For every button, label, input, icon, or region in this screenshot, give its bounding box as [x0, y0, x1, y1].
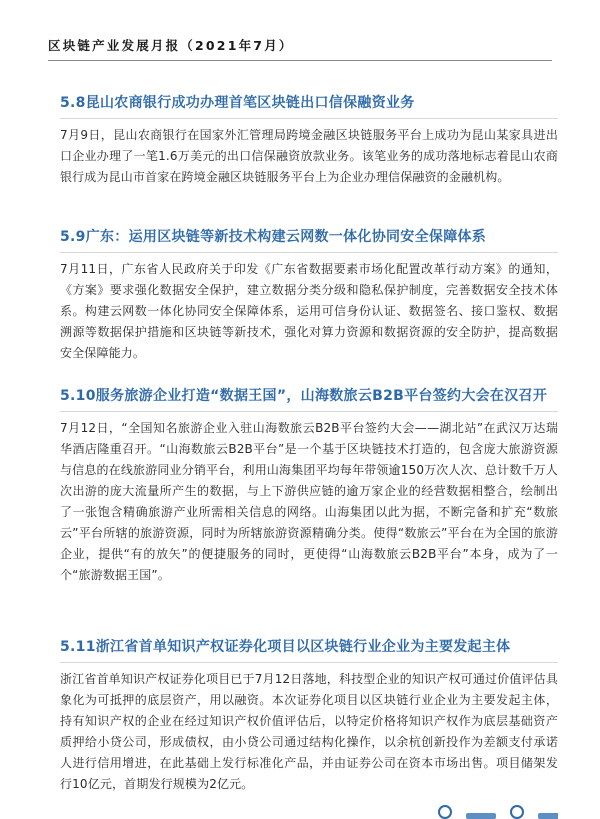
news-section-5-11 — [60, 636, 558, 795]
header-divider — [48, 60, 552, 61]
publisher-logo-icon — [466, 813, 496, 819]
partner-logo-icon — [538, 813, 558, 819]
section-divider — [60, 411, 558, 412]
section-title: 5.8昆山农商银行成功办理首笔区块链出口信保融资业务 — [60, 95, 415, 111]
section-title: 5.11浙江省首单知识产权证券化项目以区块链行业企业为主要发起主体 — [60, 639, 511, 655]
section-body: 浙江省首单知识产权证券化项目已于7月12日落地，科技型企业的知识产权可通过价值评估具象化为可抵押的底层资产，用以融资。本次证券化项目以区块链行业企业为主要发起主体，持有知识产权的企业在经过知识产权价值评估后，以特定价格将知识产权作为底层基础资产质押给小贷公司，形成债权，由小贷公司通过结构化操作，以余杭创新投作为差额支付承诺人进行信用增进，在此基础上发行标准化产品，并由证券公司在资本市场出售。项目储架发行10亿元，首期发行规模为2亿元。 — [60, 672, 558, 791]
section-title: 5.10服务旅游企业打造“数据王国”，山海数旅云B2B平台签约大会在汉召开 — [60, 388, 548, 404]
section-divider — [60, 118, 558, 119]
section-body: 7月12日，“全国知名旅游企业入驻山海数旅云B2B平台签约大会——湖北站”在武汉万达瑞华酒店隆重召开。“山海数旅云B2B平台”是一个基于区块链技术打造的，包含庞大旅游资源与信息的在线旅游同业分销平台，利用山海集团平均每年带领逾150万次人次、总计数千万人次出游的庞大流量所产生的数据，与上下游供应链的逾万家企业的经营数据相整合，绘制出了一张饱含精确旅游产业所需相关信息的网络。山海集团以此为据，不断完备和扩充“数旅云”平台所辖的旅游资源，同时为所辖旅游资源精确分类。使得“数旅云”平台在为全国的旅游企业，提供“有的放矢”的便捷服务的同时，更使得“山海数旅云B2B平台”本身，成为了一个“旅游数据王国”。 — [60, 421, 558, 582]
news-section-5-8 — [60, 92, 558, 188]
publisher-logo-icon — [438, 805, 452, 819]
section-body: 7月9日，昆山农商银行在国家外汇管理局跨境金融区块链服务平台上成功为昆山某家具进出口企业办理了一笔1.6万美元的出口信保融资放款业务。该笔业务的成功落地标志着昆山农商银行成为昆山市首家在跨境金融区块链服务平台上为企业办理信保融资的金融机构。 — [60, 128, 558, 184]
section-body: 7月11日，广东省人民政府关于印发《广东省数据要素市场化配置改革行动方案》的通知，《方案》要求强化数据安全保护，建立数据分类分级和隐私保护制度，完善数据安全技术体系。构建云网数一体化协同安全保障体系，运用可信身份认证、数据签名、接口鉴权、数据溯源等数据保护措施和区块链等新技术，强化对算力资源和数据资源的安全防护，提高数据安全保障能力。 — [60, 262, 558, 360]
news-section-5-10 — [60, 385, 558, 586]
section-title: 5.9广东：运用区块链等新技术构建云网数一体化协同安全保障体系 — [60, 229, 487, 245]
page-header — [0, 0, 600, 56]
report-title: 区块链产业发展月报（2021年7月） — [48, 38, 294, 53]
section-divider — [60, 662, 558, 663]
news-section-5-9 — [60, 226, 558, 364]
partner-logo-icon — [510, 805, 524, 819]
footer-logos — [438, 805, 558, 819]
section-divider — [60, 252, 558, 253]
